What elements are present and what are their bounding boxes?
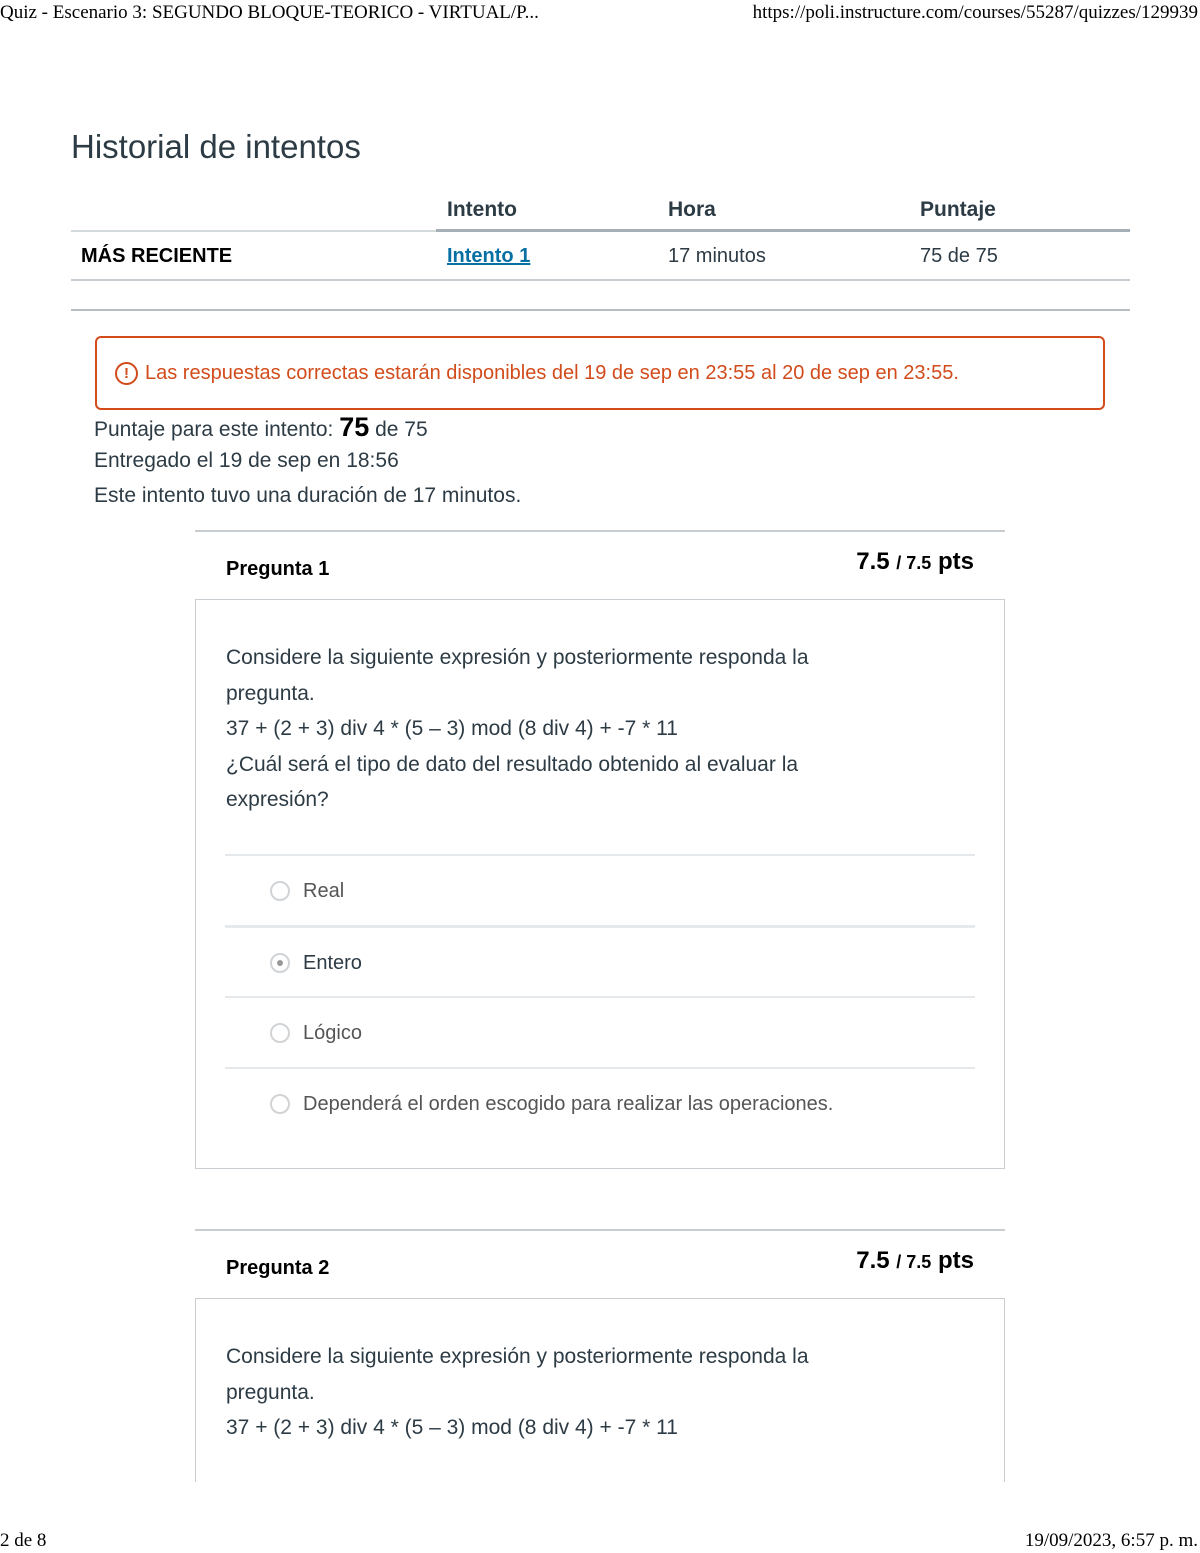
answer-option[interactable]: Dependerá el orden escogido para realizar las operaciones. [225,1067,975,1139]
divider [436,229,1130,232]
radio-icon[interactable] [270,881,290,901]
question-text: Considere la siguiente expresión y posteriormente responda la pregunta. 37 + (2 + 3) div 4 * (5 – 3) mod (8 div 4) + -7 * 11 ¿Cuál será el tipo de dato del resultado obtenido al evaluar la expresión? [226,646,809,811]
radio-icon[interactable] [270,1094,290,1114]
attempt-duration: Este intento tuvo una duración de 17 minutos. [94,484,522,507]
radio-selected-icon[interactable] [270,953,290,973]
divider [71,230,436,232]
alert-text: Las respuestas correctas estarán disponibles del 19 de sep en 23:55 al 20 de sep en 23:55. [145,362,959,384]
score-value: 75 [339,412,370,442]
most-recent-label: MÁS RECIENTE [81,245,233,267]
divider [71,279,1130,281]
column-header-score: Puntaje [920,198,996,221]
attempt-score: 75 de 75 [920,245,998,267]
submitted-date: Entregado el 19 de sep en 18:56 [94,449,399,472]
print-datetime: 19/09/2023, 6:57 p. m. [1024,1530,1198,1551]
question-title: Pregunta 2 [226,1257,330,1279]
divider [71,309,1130,311]
question-body [195,599,1005,1169]
question-body [195,1298,1005,1489]
print-header-url: https://poli.instructure.com/courses/55287/quizzes/129939 [752,2,1198,23]
question-points: 7.5 / 7.5 pts [856,1247,974,1274]
question-header [195,1229,1005,1299]
attempt-score-line [94,412,428,443]
print-header-title: Quiz - Escenario 3: SEGUNDO BLOQUE-TEORICO - VIRTUAL/P... [0,2,539,23]
attempt-link[interactable]: Intento 1 [447,245,531,267]
attempt-time: 17 minutos [668,245,766,267]
score-total: de 75 [375,418,428,441]
answers-availability-alert [95,336,1105,410]
column-header-attempt: Intento [447,198,517,221]
answer-option[interactable]: Lógico [225,996,975,1068]
column-header-time: Hora [668,198,716,221]
question-points: 7.5 / 7.5 pts [856,548,974,575]
answer-option[interactable]: Real [225,854,975,926]
radio-icon[interactable] [270,1023,290,1043]
print-page-indicator: 2 de 8 [0,1530,47,1551]
score-label: Puntaje para este intento: [94,418,334,441]
question-text: Considere la siguiente expresión y posteriormente responda la pregunta. 37 + (2 + 3) div 4 * (5 – 3) mod (8 div 4) + -7 * 11 [226,1345,809,1439]
question-title: Pregunta 1 [226,558,330,580]
question-header [195,530,1005,600]
warning-icon: ! [115,362,138,385]
page-footer-area [0,1482,1200,1553]
page-title: Historial de intentos [71,128,361,165]
answer-option-selected[interactable]: Entero [225,925,975,998]
